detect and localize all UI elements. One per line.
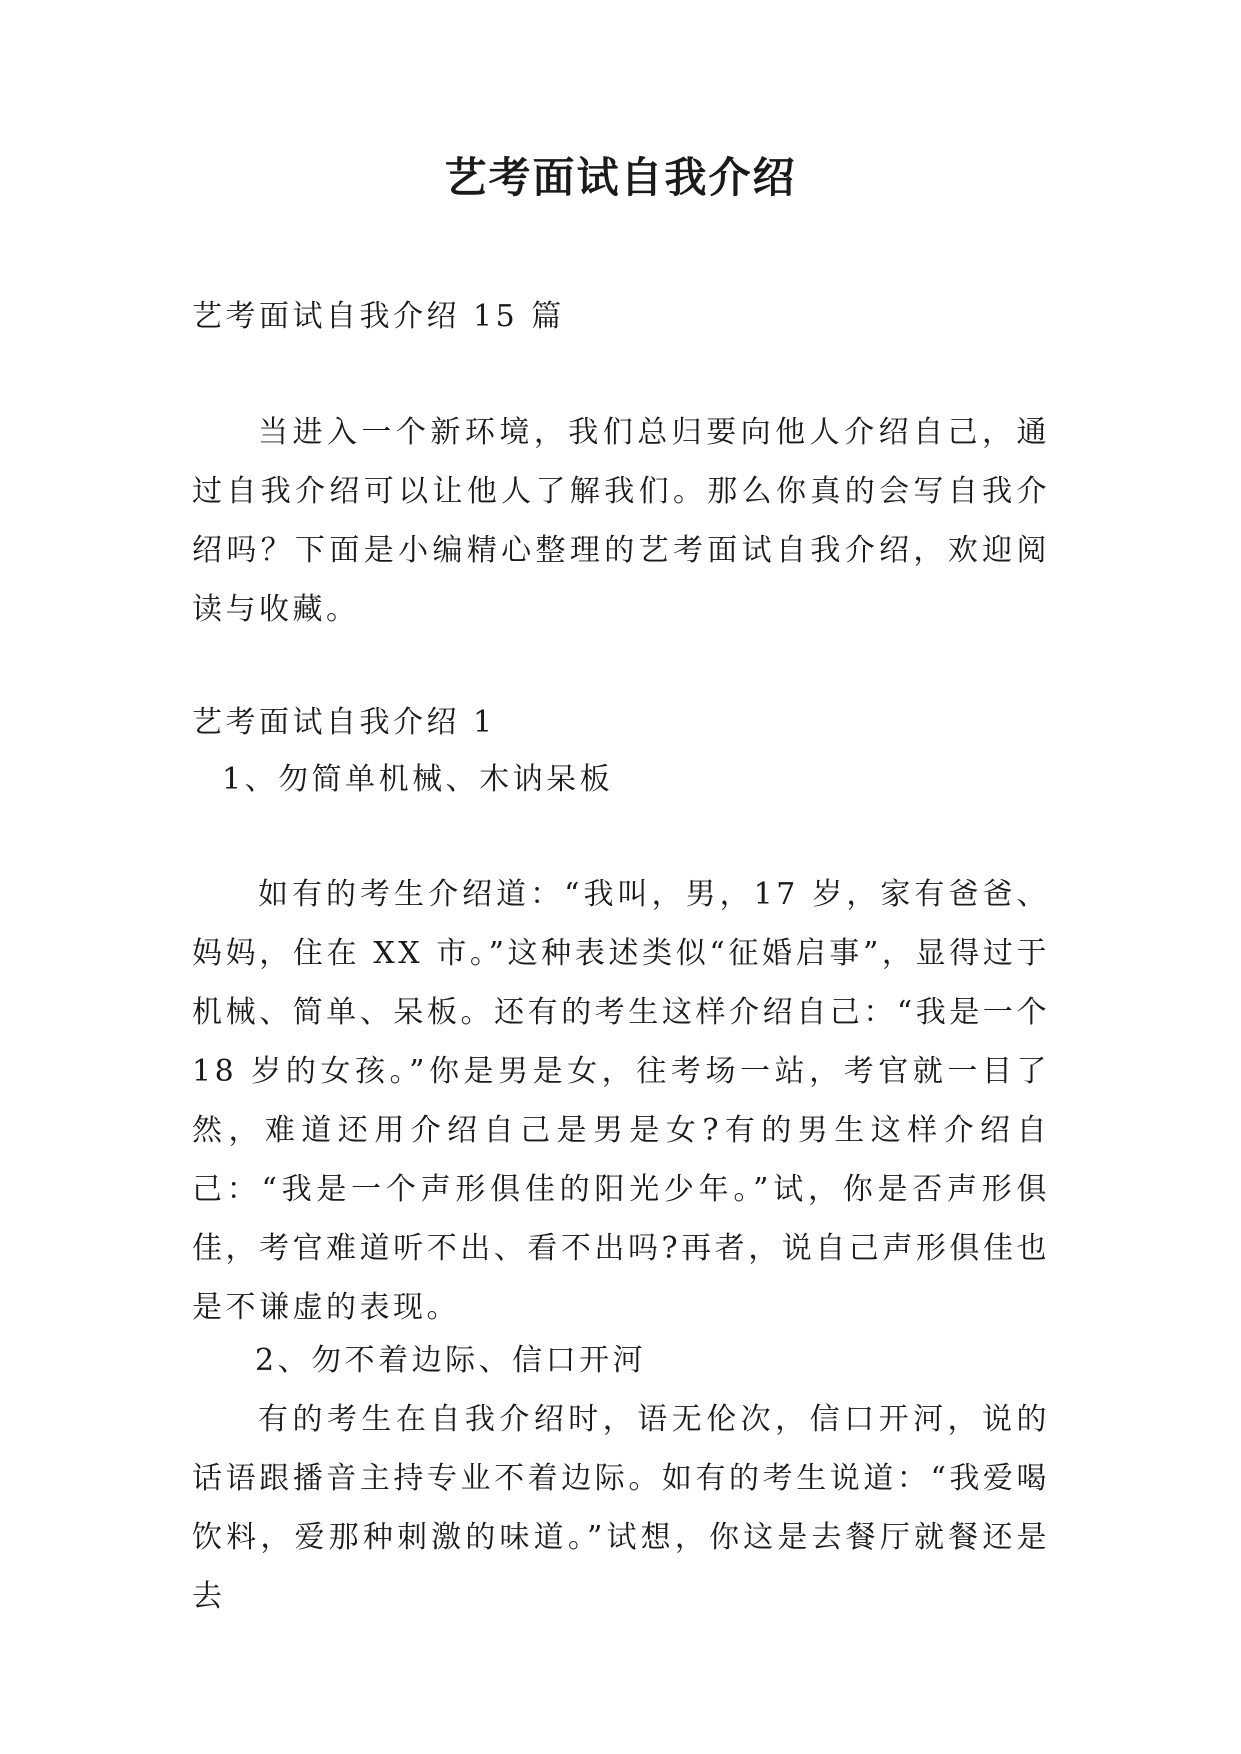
point-2-paragraph: 有的考生在自我介绍时，语无伦次，信口开河，说的话语跟播音主持专业不着边际。如有的考生说道：“我爱喝饮料，爱那种刺激的味道。”试想，你这是去餐厅就餐还是去: [192, 1402, 1050, 1614]
point-2-heading: 2、勿不着边际、信口开河: [255, 1343, 647, 1378]
point-1-heading: 1、勿简单机械、木讷呆板: [222, 762, 614, 797]
intro-paragraph: 当进入一个新环境，我们总归要向他人介绍自己，通过自我介绍可以让他人了解我们。那么你真的会写自我介绍吗？下面是小编精心整理的艺考面试自我介绍，欢迎阅读与收藏。: [192, 415, 1050, 627]
section-heading: 艺考面试自我介绍 1: [192, 705, 496, 740]
point-1-paragraph: 如有的考生介绍道：“我叫，男，17 岁，家有爸爸、妈妈，住在 XX 市。”这种表述类似“征婚启事”，显得过于机械、简单、呆板。还有的考生这样介绍自己：“我是一个 18 岁的女孩。”你是男是女，往考场一站，考官就一目了然，难道还用介绍自己是男是女?有的男生这样介绍自己：“我是一个声形俱佳的阳光少年。”试，你是否声形俱佳，考官难道听不出、看不出吗?再者，说自己声形俱佳也是不谦虚的表现。: [192, 877, 1050, 1325]
document-title: 艺考面试自我介绍: [444, 153, 797, 202]
document-subtitle: 艺考面试自我介绍 15 篇: [192, 299, 565, 334]
